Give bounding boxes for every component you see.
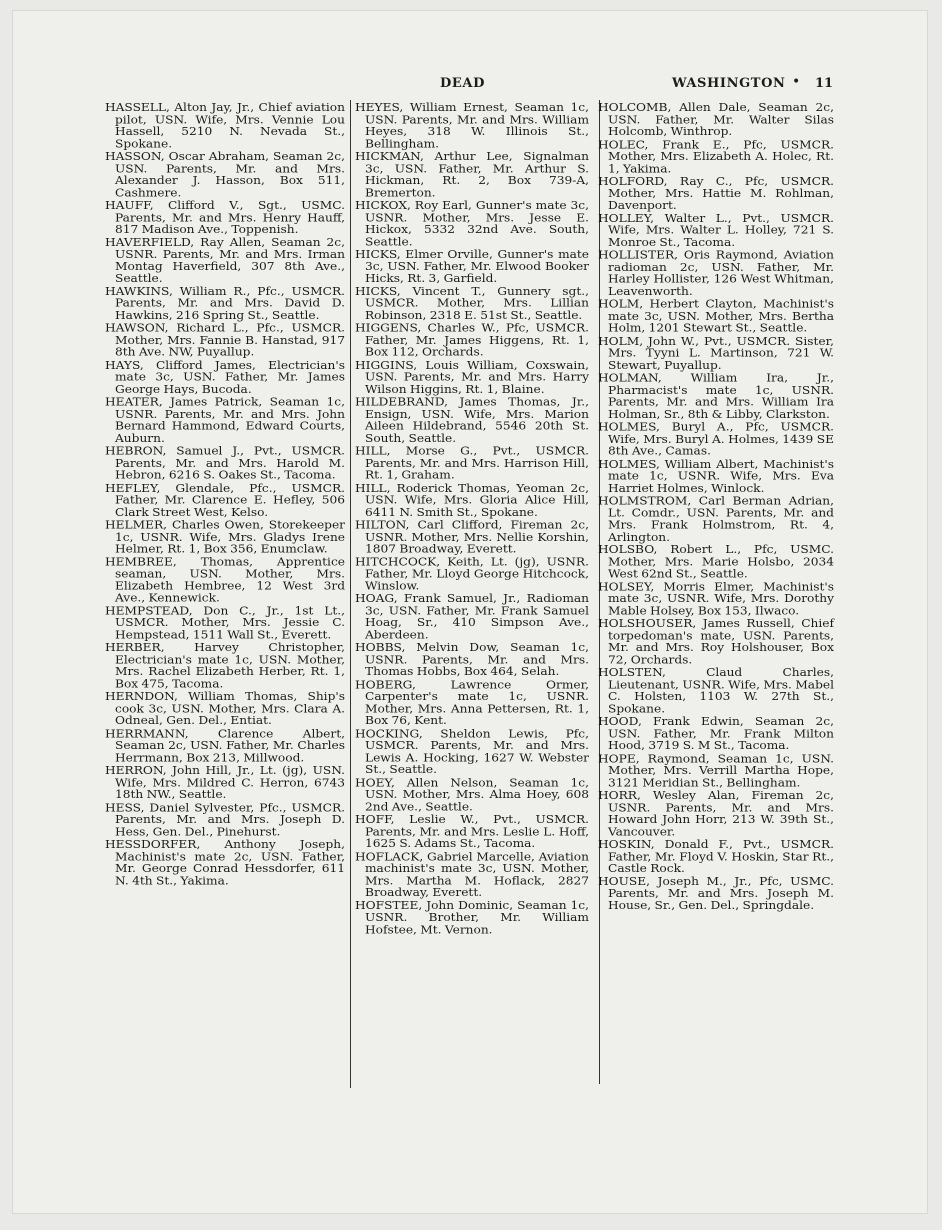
column-2 bbox=[355, 102, 589, 937]
casualty-entry: HELMER, Charles Owen, Storekeeper 1c, USNR. Wife, Mrs. Gladys Irene Helmer, Rt. 1, Box 356, Enumclaw. bbox=[105, 518, 345, 556]
casualty-entry: HICKS, Elmer Orville, Gunner's mate 3c, USN. Father, Mr. Elwood Booker Hicks, Rt. 3, Garfield. bbox=[355, 247, 589, 285]
casualty-entry: HOLSEY, Morris Elmer, Machinist's mate 3c, USNR. Wife, Mrs. Dorothy Mable Holsey, Box 153, Ilwaco. bbox=[598, 580, 834, 617]
casualty-entry: HASSON, Oscar Abraham, Seaman 2c, USN. Parents, Mr. and Mrs. Alexander J. Hasson, Box 511, Cashmere. bbox=[105, 150, 345, 199]
casualty-entry: HILL, Roderick Thomas, Yeoman 2c, USN. Wife, Mrs. Gloria Alice Hill, 6411 N. Smith St., Spokane. bbox=[355, 481, 589, 519]
casualty-entry: HOLSTEN, Claud Charles, Lieutenant, USNR. Wife, Mrs. Mabel C. Holsten, 1103 W. 27th St., Spokane. bbox=[598, 666, 834, 715]
casualty-entry: HAUFF, Clifford V., Sgt., USMC. Parents, Mr. and Mrs. Henry Hauff, 817 Madison Ave., Toppenish. bbox=[105, 199, 345, 236]
casualty-entry: HOLLEY, Walter L., Pvt., USMCR. Wife, Mrs. Walter L. Holley, 721 S. Monroe St., Tacoma. bbox=[598, 211, 834, 249]
casualty-entry: HERBER, Harvey Christopher, Electrician's mate 1c, USN. Mother, Mrs. Rachel Elizabeth Herber, Rt. 1, Box 475, Tacoma. bbox=[105, 641, 345, 690]
casualty-entry: HEMBREE, Thomas, Apprentice seaman, USN. Mother, Mrs. Elizabeth Hembree, 12 West 3rd Ave., Kennewick. bbox=[105, 555, 345, 604]
casualty-entry: HERNDON, William Thomas, Ship's cook 3c, USN. Mother, Mrs. Clara A. Odneal, Gen. Del., Entiat. bbox=[105, 690, 345, 727]
casualty-entry: HOLMES, Buryl A., Pfc, USMCR. Wife, Mrs. Buryl A. Holmes, 1439 SE 8th Ave., Camas. bbox=[598, 420, 834, 458]
casualty-entry: HOLFORD, Ray C., Pfc, USMCR. Mother, Mrs. Hattie M. Rohlman, Davenport. bbox=[598, 174, 834, 212]
casualty-entry: HICKS, Vincent T., Gunnery sgt., USMCR. Mother, Mrs. Lillian Robinson, 2318 E. 51st St., Seattle. bbox=[355, 284, 589, 322]
casualty-entry: HOFSTEE, John Dominic, Seaman 1c, USNR. Brother, Mr. William Hofstee, Mt. Vernon. bbox=[355, 898, 589, 936]
casualty-entry: HIGGINS, Louis William, Coxswain, USN. Parents, Mr. and Mrs. Harry Wilson Higgins, Rt. 1, Blaine. bbox=[355, 358, 589, 396]
casualty-entry: HOBBS, Melvin Dow, Seaman 1c, USNR. Parents, Mr. and Mrs. Thomas Hobbs, Box 464, Selah. bbox=[355, 641, 589, 678]
column-divider bbox=[350, 100, 351, 1088]
casualty-entry: HEYES, William Ernest, Seaman 1c, USN. Parents, Mr. and Mrs. William Heyes, 318 W. Illinois St., Bellingham. bbox=[355, 101, 589, 150]
state-heading: WASHINGTON bbox=[672, 76, 786, 91]
casualty-entry: HAYS, Clifford James, Electrician's mate 3c, USN. Father, Mr. James George Hays, Bucoda. bbox=[105, 358, 345, 396]
casualty-entry: HORR, Wesley Alan, Fireman 2c, USNR. Parents, Mr. and Mrs. Howard John Horr, 213 W. 39th St., Vancouver. bbox=[598, 789, 834, 838]
casualty-entry: HOLEC, Frank E., Pfc, USMCR. Mother, Mrs. Elizabeth A. Holec, Rt. 1, Yakima. bbox=[598, 138, 834, 175]
casualty-entry: HEATER, James Patrick, Seaman 1c, USNR. Parents, Mr. and Mrs. John Bernard Hammond, Edward Courts, Auburn. bbox=[105, 395, 345, 445]
page-number: 11 bbox=[815, 76, 834, 91]
page-heading: DEAD bbox=[440, 76, 485, 91]
casualty-entry: HOLSHOUSER, James Russell, Chief torpedoman's mate, USN. Parents, Mr. and Mrs. Roy Holshouser, Box 72, Orchards. bbox=[598, 617, 834, 666]
casualty-entry: HERRON, John Hill, Jr., Lt. (jg), USN. Wife, Mrs. Mildred C. Herron, 6743 18th NW., Seattle. bbox=[105, 764, 345, 801]
casualty-entry: HOOD, Frank Edwin, Seaman 2c, USN. Father, Mr. Frank Milton Hood, 3719 S. M St., Tacoma. bbox=[598, 715, 834, 752]
casualty-entry: HERRMANN, Clarence Albert, Seaman 2c, USN. Father, Mr. Charles Herrmann, Box 213, Millwood. bbox=[105, 727, 345, 764]
casualty-entry: HASSELL, Alton Jay, Jr., Chief aviation pilot, USN. Wife, Mrs. Vennie Lou Hassell, 5210 N. Nevada St., Spokane. bbox=[105, 101, 345, 150]
casualty-entry: HOLMSTROM, Carl Berman Adrian, Lt. Comdr., USN. Parents, Mr. and Mrs. Frank Holmstrom, Rt. 4, Arlington. bbox=[598, 494, 834, 543]
casualty-entry: HOLM, Herbert Clayton, Machinist's mate 3c, USN. Mother, Mrs. Bertha Holm, 1201 Stewart St., Seattle. bbox=[598, 297, 834, 335]
casualty-entry: HEMPSTEAD, Don C., Jr., 1st Lt., USMCR. Mother, Mrs. Jessie C. Hempstead, 1511 Wall St., Everett. bbox=[105, 604, 345, 641]
casualty-entry: HOFLACK, Gabriel Marcelle, Aviation machinist's mate 3c, USN. Mother, Mrs. Martha M. Hoflack, 2827 Broadway, Everett. bbox=[355, 850, 589, 899]
casualty-entry: HOCKING, Sheldon Lewis, Pfc, USMCR. Parents, Mr. and Mrs. Lewis A. Hocking, 1627 W. Webster St., Seattle. bbox=[355, 727, 589, 776]
casualty-entry: HOLM, John W., Pvt., USMCR. Sister, Mrs. Tyyni L. Martinson, 721 W. Stewart, Puyallup. bbox=[598, 334, 834, 372]
casualty-entry: HESSDORFER, Anthony Joseph, Machinist's mate 2c, USN. Father, Mr. George Conrad Hessdorfer, 611 N. 4th St., Yakima. bbox=[105, 838, 345, 887]
casualty-entry: HESS, Daniel Sylvester, Pfc., USMCR. Parents, Mr. and Mrs. Joseph D. Hess, Gen. Del., Pinehurst. bbox=[105, 801, 345, 838]
casualty-entry: HEBRON, Samuel J., Pvt., USMCR. Parents, Mr. and Mrs. Harold M. Hebron, 6216 S. Oakes St., Tacoma. bbox=[105, 444, 345, 482]
casualty-entry: HOPE, Raymond, Seaman 1c, USN. Mother, Mrs. Verrill Martha Hope, 3121 Meridian St., Bellingham. bbox=[598, 752, 834, 789]
casualty-entry: HOLCOMB, Allen Dale, Seaman 2c, USN. Father, Mr. Walter Silas Holcomb, Winthrop. bbox=[598, 101, 834, 138]
casualty-entry: HICKMAN, Arthur Lee, Signalman 3c, USN. Father, Mr. Arthur S. Hickman, Rt. 2, Box 739-A, Bremerton. bbox=[355, 150, 589, 199]
casualty-entry: HICKOX, Roy Earl, Gunner's mate 3c, USNR. Mother, Mrs. Jesse E. Hickox, 5332 32nd Ave. South, Seattle. bbox=[355, 199, 589, 248]
casualty-entry: HOLSBO, Robert L., Pfc, USMC. Mother, Mrs. Marie Holsbo, 2034 West 62nd St., Seattle. bbox=[598, 543, 834, 580]
casualty-entry: HAWSON, Richard L., Pfc., USMCR. Mother, Mrs. Fannie B. Hanstad, 917 8th Ave. NW, Puyallup. bbox=[105, 321, 345, 359]
casualty-entry: HILTON, Carl Clifford, Fireman 2c, USNR. Mother, Mrs. Nellie Korshin, 1807 Broadway, Everett. bbox=[355, 518, 589, 556]
casualty-entry: HIGGENS, Charles W., Pfc, USMCR. Father, Mr. James Higgens, Rt. 1, Box 112, Orchards. bbox=[355, 321, 589, 359]
casualty-entry: HAWKINS, William R., Pfc., USMCR. Parents, Mr. and Mrs. David D. Hawkins, 216 Spring St., Seattle. bbox=[105, 284, 345, 322]
casualty-entry: HOAG, Frank Samuel, Jr., Radioman 3c, USN. Father, Mr. Frank Samuel Hoag, Sr., 410 Simpson Ave., Aberdeen. bbox=[355, 592, 589, 641]
casualty-entry: HILDEBRAND, James Thomas, Jr., Ensign, USN. Wife, Mrs. Marion Aileen Hildebrand, 5546 20th St. South, Seattle. bbox=[355, 395, 589, 445]
casualty-entry: HOFF, Leslie W., Pvt., USMCR. Parents, Mr. and Mrs. Leslie L. Hoff, 1625 S. Adams St., Tacoma. bbox=[355, 813, 589, 850]
casualty-entry: HILL, Morse G., Pvt., USMCR. Parents, Mr. and Mrs. Harrison Hill, Rt. 1, Graham. bbox=[355, 444, 589, 482]
casualty-entry: HOLMES, William Albert, Machinist's mate 1c, USNR. Wife, Mrs. Eva Harriet Holmes, Winlock. bbox=[598, 457, 834, 495]
casualty-entry: HEFLEY, Glendale, Pfc., USMCR. Father, Mr. Clarence E. Hefley, 506 Clark Street West, Kelso. bbox=[105, 481, 345, 519]
header-bullet: • bbox=[792, 74, 801, 90]
column-1 bbox=[105, 102, 345, 888]
casualty-entry: HOLMAN, William Ira, Jr., Pharmacist's mate 1c, USNR. Parents, Mr. and Mrs. William Ira Holman, Sr., 8th & Libby, Clarkston. bbox=[598, 371, 834, 421]
casualty-entry: HOLLISTER, Oris Raymond, Aviation radioman 2c, USN. Father, Mr. Harley Hollister, 126 West Whitman, Leavenworth. bbox=[598, 248, 834, 298]
casualty-entry: HOBERG, Lawrence Ormer, Carpenter's mate 1c, USNR. Mother, Mrs. Anna Pettersen, Rt. 1, Box 76, Kent. bbox=[355, 678, 589, 727]
casualty-entry: HOSKIN, Donald F., Pvt., USMCR. Father, Mr. Floyd V. Hoskin, Star Rt., Castle Rock. bbox=[598, 838, 834, 875]
casualty-entry: HITCHCOCK, Keith, Lt. (jg), USNR. Father, Mr. Lloyd George Hitchcock, Winslow. bbox=[355, 555, 589, 592]
casualty-entry: HOEY, Allen Nelson, Seaman 1c, USN. Mother, Mrs. Alma Hoey, 608 2nd Ave., Seattle. bbox=[355, 776, 589, 813]
column-3 bbox=[598, 102, 834, 913]
casualty-entry: HAVERFIELD, Ray Allen, Seaman 2c, USNR. Parents, Mr. and Mrs. Irman Montag Haverfield, 307 8th Ave., Seattle. bbox=[105, 235, 345, 285]
casualty-entry: HOUSE, Joseph M., Jr., Pfc, USMC. Parents, Mr. and Mrs. Joseph M. House, Sr., Gen. Del., Springdale. bbox=[598, 874, 834, 912]
